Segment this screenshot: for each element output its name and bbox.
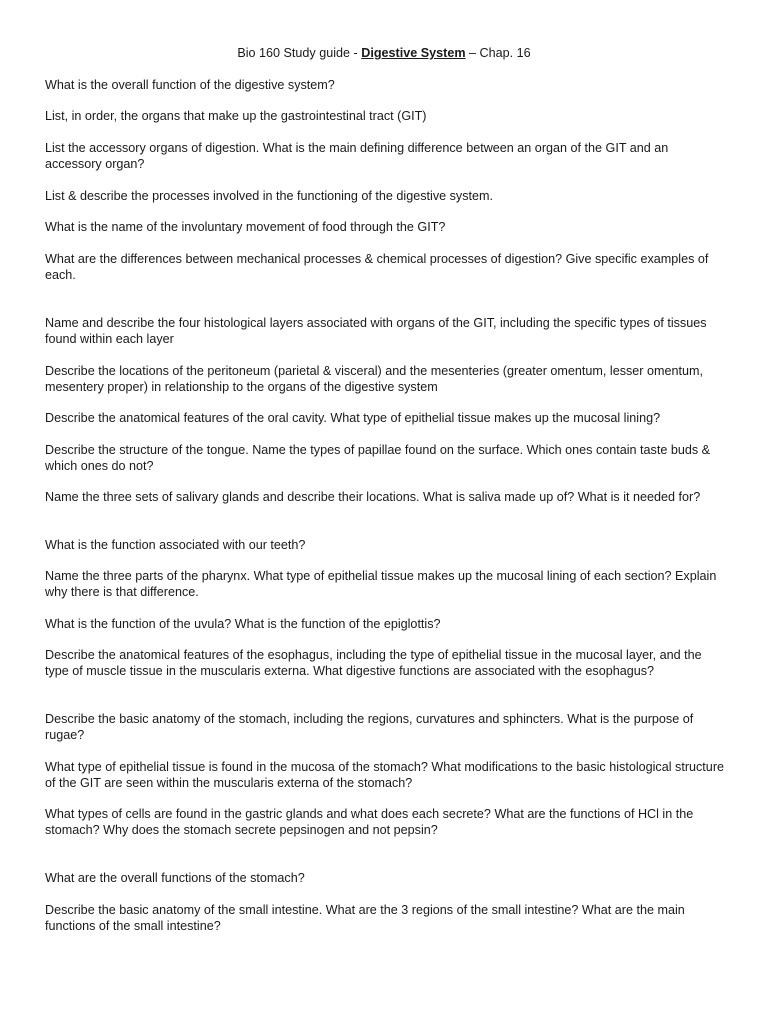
question-1: What is the overall function of the digestive system? <box>45 78 335 92</box>
question-7: Name and describe the four histological layers associated with organs of the GIT, including the specific types of tissues found within each layer <box>45 316 707 346</box>
question-20: Describe the basic anatomy of the small intestine. What are the 3 regions of the small intestine? What are the main functions of the small intestine? <box>45 903 685 933</box>
title-subject: Digestive System <box>361 46 466 60</box>
question-3: List the accessory organs of digestion. What is the main defining difference between an organ of the GIT and an accessory organ? <box>45 141 669 171</box>
question-19: What are the overall functions of the stomach? <box>45 871 305 885</box>
question-12: What is the function associated with our teeth? <box>45 538 306 552</box>
question-6: What are the differences between mechanical processes & chemical processes of digestion? Give specific examples of each. <box>45 252 709 282</box>
question-13: Name the three parts of the pharynx. What type of epithelial tissue makes up the mucosal lining of each section? Explain why there is that difference. <box>45 569 717 599</box>
question-11: Name the three sets of salivary glands and describe their locations. What is saliva made up of? What is it needed for? <box>45 490 701 504</box>
question-16: Describe the basic anatomy of the stomach, including the regions, curvatures and sphincters. What is the purpose of rugae? <box>45 712 694 742</box>
question-4: List & describe the processes involved in the functioning of the digestive system. <box>45 189 494 203</box>
title-suffix: – Chap. 16 <box>465 46 531 60</box>
question-15: Describe the anatomical features of the esophagus, including the type of epithelial tissue in the mucosal layer, and the type of muscle tissue in the muscularis externa. What digestive functions are associated with the esophagus? <box>45 648 702 678</box>
question-14: What is the function of the uvula? What is the function of the epiglottis? <box>45 617 441 631</box>
question-8: Describe the locations of the peritoneum (parietal & visceral) and the mesenteries (greater omentum, lesser omentum, mesentery proper) in relationship to the organs of the digestive system <box>45 364 703 394</box>
question-18: What types of cells are found in the gastric glands and what does each secrete? What are the functions of HCl in the stomach? Why does the stomach secrete pepsinogen and not pepsin? <box>45 807 694 837</box>
question-2: List, in order, the organs that make up the gastrointestinal tract (GIT) <box>45 109 427 123</box>
question-10: Describe the structure of the tongue. Name the types of papillae found on the surface. Which ones contain taste buds & which ones do not? <box>45 443 711 473</box>
question-9: Describe the anatomical features of the oral cavity. What type of epithelial tissue makes up the mucosal lining? <box>45 411 661 425</box>
page-title <box>0 45 768 61</box>
question-5: What is the name of the involuntary movement of food through the GIT? <box>45 220 446 234</box>
question-17: What type of epithelial tissue is found in the mucosa of the stomach? What modifications to the basic histological structure of the GIT are seen within the muscularis externa of the stomach? <box>45 760 725 790</box>
title-prefix: Bio 160 Study guide - <box>237 46 362 60</box>
